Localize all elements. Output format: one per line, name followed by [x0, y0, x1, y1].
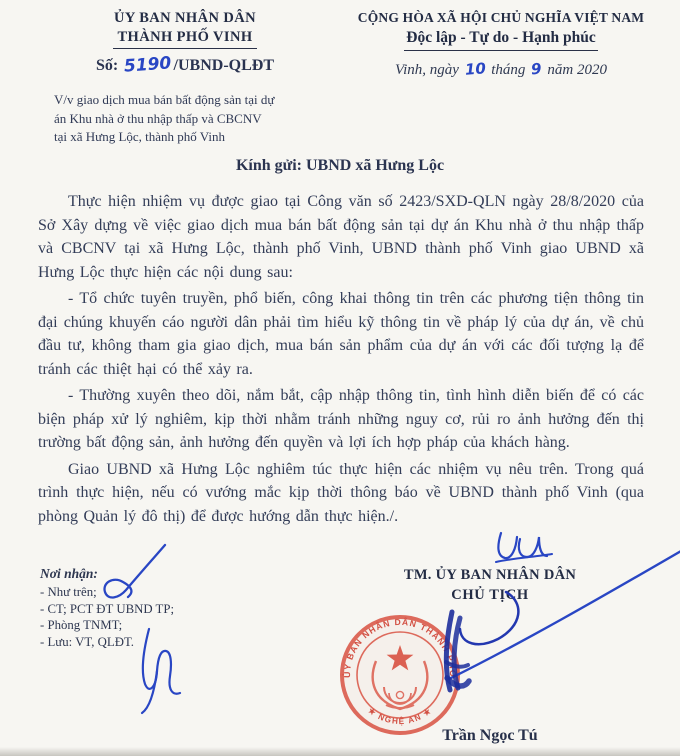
date-line: [334, 60, 668, 79]
date-prefix: Vinh, ngày: [395, 62, 459, 78]
subject-line: V/v giao dịch mua bán bất động sản tại dự: [54, 92, 275, 107]
approval-initial-ink: [496, 533, 552, 562]
issuing-authority-block: [38, 10, 332, 147]
recipient-line: Kính gửi: UBND xã Hưng Lộc: [235, 157, 445, 174]
number-label: Số:: [95, 57, 119, 74]
signer-title: CHỦ TỊCH: [451, 587, 529, 603]
letter-body: [38, 190, 644, 531]
document-number-line: [38, 55, 332, 75]
seal-ring-bottom-text: ★ NGHỆ AN ★: [366, 705, 434, 727]
recipients-list-title: Nơi nhận:: [40, 566, 98, 581]
national-name: CỘNG HÒA XÃ HỘI CHỦ NGHĨA VIỆT NAM: [357, 10, 645, 25]
national-header-block: [334, 10, 668, 79]
signer-name: Trần Ngọc Tú: [442, 727, 538, 744]
date-middle: tháng: [491, 62, 526, 78]
org-parent-name: ỦY BAN NHÂN DÂN: [113, 10, 256, 26]
recipients-list-item: - Lưu: VT, QLĐT.: [40, 634, 135, 649]
handwritten-month: 9: [530, 59, 543, 79]
recipients-list-item: - Phòng TNMT;: [40, 618, 123, 633]
recipients-list-item: - Như trên;: [40, 585, 97, 599]
signing-authority: TM. ỦY BAN NHÂN DÂN: [403, 567, 577, 583]
paragraph: Giao UBND xã Hưng Lộc nghiêm túc thực hiện các nhiệm vụ nêu trên. Trong quá trình thực hiện, nếu có vướng mắc kịp thời thông báo về UBND thành phố Vinh (qua phòng Quản lý đô thị) để được hướng dẫn thực hiện./.: [38, 460, 644, 525]
subject-line: tại xã Hưng Lộc, thành phố Vinh: [54, 129, 226, 144]
recipients-list-item: - CT; PCT ĐT UBND TP;: [40, 601, 175, 616]
scan-shadow: [0, 747, 680, 756]
seal-ring-top-text: ỦY BAN NHÂN DÂN THÀNH PHỐ: [341, 616, 459, 678]
handwritten-day: 10: [464, 59, 487, 79]
org-name: THÀNH PHỐ VINH: [38, 29, 332, 49]
subject-line: án Khu nhà ở thu nhập thấp và CBCNV: [54, 110, 262, 126]
paragraph: - Thường xuyên theo dõi, nắm bắt, cập nhập thông tin, tình hình diễn biến để có các biện pháp xử lý nghiêm, kịp thời nhằm tránh những nguy cơ, rủi ro ảnh hưởng đến thị trường bất động sản, ảnh hưởng đến quyền và lợi ích hợp pháp của khách hàng.: [38, 387, 644, 451]
paragraph: - Tổ chức tuyên truyền, phổ biến, công khai thông tin trên các phương tiện thông tin đại chúng khuyến cáo người dân phải tìm hiểu kỹ thông tin về pháp lý của dự án, về chủ đầu tư, không tham gia giao dịch, mua bán sản phẩm của dự án với các đối tượng lạ để tránh các thiệt hại có thể xảy ra.: [38, 290, 644, 378]
national-motto: Độc lập - Tự do - Hạnh phúc: [334, 29, 668, 51]
date-suffix: năm 2020: [547, 62, 607, 78]
handwritten-number: 5190: [123, 53, 173, 77]
subject-block: [38, 91, 332, 147]
number-suffix: /UBND-QLĐT: [173, 57, 274, 74]
paragraph: Thực hiện nhiệm vụ được giao tại Công văn số 2423/SXD-QLN ngày 28/8/2020 của Sở Xây dựng về việc giao dịch mua bán bất động sản tại dự án Khu nhà ở thu nhập thấp và CBCNV tại xã Hưng Lộc, thành phố Vinh, UBND thành phố Vinh giao UBND xã Hưng Lộc thực hiện các nội dung sau:: [38, 193, 644, 281]
recipients-list-block: [40, 566, 290, 650]
